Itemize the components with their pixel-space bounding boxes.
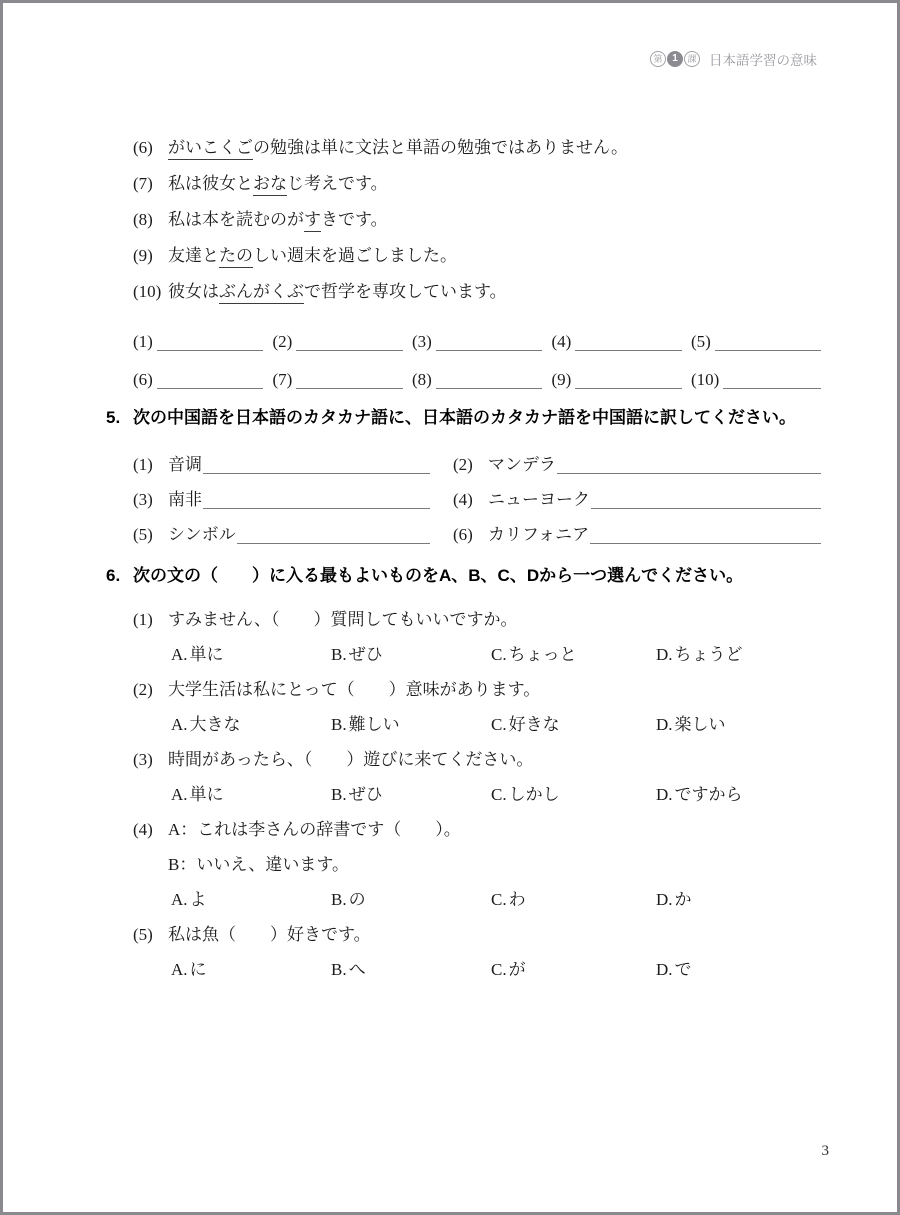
option-cell: [331, 714, 491, 736]
badge-circle-dai: 第: [650, 51, 666, 67]
item-number: (3): [133, 490, 153, 509]
sentence-text: [168, 281, 507, 303]
option-label: B.: [331, 890, 347, 909]
sentence-item: [133, 281, 821, 303]
answer-blank: [552, 369, 682, 391]
option-text: 難しい: [348, 715, 400, 734]
blank-line: [157, 369, 263, 389]
option-label: D.: [656, 960, 673, 979]
translation-item: [133, 524, 430, 546]
question-block: [133, 819, 821, 911]
option-cell: [656, 784, 743, 806]
question-block: [133, 749, 821, 806]
blank-line: [157, 331, 263, 351]
section5-heading-text: 次の中国語を日本語のカタカナ語に、日本語のカタカナ語を中国語に訳してください。: [133, 408, 796, 427]
blank-line: [575, 369, 681, 389]
option-label: A.: [171, 960, 188, 979]
question-text: B：いいえ、違います。: [168, 855, 349, 874]
chapter-title: 日本語学習の意味: [709, 53, 817, 68]
answer-blank: [273, 369, 403, 391]
blank-number: (8): [412, 370, 432, 389]
option-text: ぜひ: [348, 645, 383, 664]
answer-line: [203, 454, 430, 474]
question-text: 時間があったら、（ ）遊びに来てください。: [168, 750, 534, 769]
option-text: の: [348, 890, 366, 909]
option-label: B.: [331, 785, 347, 804]
option-label: C.: [491, 715, 507, 734]
question-number: (1): [133, 610, 153, 629]
answer-blank: [133, 331, 263, 353]
text-segment: 私は本を読むのが: [168, 210, 304, 229]
sentence-item: [133, 173, 821, 195]
sentence-item: [133, 137, 821, 159]
option-cell: [331, 959, 491, 981]
term-text: マンデラ: [488, 455, 556, 474]
options-row: [133, 714, 821, 736]
blank-number: (7): [272, 370, 293, 389]
answer-line: [203, 489, 430, 509]
question-line: [133, 924, 821, 946]
question-text: すみません、（ ）質問してもいいですか。: [168, 610, 518, 629]
option-text: ですから: [674, 785, 743, 804]
option-text: よ: [189, 890, 207, 909]
blank-number: (10): [691, 370, 720, 389]
badge-circle-number: 1: [667, 51, 683, 67]
section6-number: 6.: [106, 566, 121, 585]
option-cell: [171, 889, 331, 911]
blank-row: [133, 369, 821, 391]
option-text: か: [674, 890, 692, 909]
option-cell: [656, 959, 692, 981]
option-label: D.: [656, 785, 673, 804]
text-segment: きです。: [321, 210, 388, 229]
item-number: (1): [133, 455, 153, 474]
option-label: B.: [331, 645, 347, 664]
question-text: A：これは李さんの辞書です（ ）。: [168, 820, 461, 839]
translation-item: [453, 524, 821, 546]
options-row: [133, 959, 821, 981]
option-cell: [491, 714, 656, 736]
options-row: [133, 784, 821, 806]
option-cell: [491, 959, 656, 981]
option-cell: [656, 644, 743, 666]
term-text: シンボル: [168, 525, 236, 544]
underlined-kana: ぶんがくぶ: [219, 282, 304, 304]
option-label: A.: [171, 785, 188, 804]
question-number: [133, 854, 168, 876]
blank-line: [723, 369, 821, 389]
option-label: D.: [656, 715, 673, 734]
question-block: [133, 609, 821, 666]
option-cell: [491, 784, 656, 806]
question-number: (3): [133, 750, 153, 769]
answer-blank: [552, 331, 682, 353]
answer-blank: [691, 331, 821, 353]
translation-item: [133, 454, 430, 476]
option-text: わ: [508, 890, 526, 909]
answer-blank: [412, 331, 542, 353]
answer-blank: [273, 331, 403, 353]
translation-item: [453, 454, 821, 476]
option-label: A.: [171, 715, 188, 734]
item-number: (7): [133, 174, 153, 193]
page-number: 3: [821, 1143, 829, 1159]
badge-circle-ka: 課: [684, 51, 700, 67]
text-segment: 私は彼女と: [168, 174, 253, 193]
term-text: 音调: [168, 455, 202, 474]
term-text: 南非: [168, 490, 202, 509]
sentence-text: [168, 245, 457, 267]
answer-line: [590, 524, 821, 544]
underlined-kana: おな: [253, 174, 287, 196]
item-number: (9): [133, 246, 153, 265]
option-text: ぜひ: [348, 785, 383, 804]
underlined-kana: がいこくご: [168, 138, 253, 160]
text-segment: じ考えです。: [287, 174, 388, 193]
question-line: [133, 749, 821, 771]
term-text: ニューヨーク: [488, 490, 590, 509]
option-cell: [491, 644, 656, 666]
question-line: [133, 609, 821, 631]
item-number: (6): [133, 138, 153, 157]
item-number: (5): [133, 525, 153, 544]
option-cell: [171, 784, 331, 806]
blank-row: [133, 331, 821, 353]
option-cell: [656, 714, 726, 736]
option-text: に: [189, 960, 207, 979]
blank-number: (3): [412, 332, 432, 351]
underlined-kana: す: [304, 210, 321, 232]
option-text: 単に: [189, 645, 224, 664]
option-text: が: [508, 960, 526, 979]
sentence-item: [133, 209, 821, 231]
question-number: (4): [133, 820, 153, 839]
sentence-text: [168, 137, 628, 159]
option-text: 単に: [189, 785, 224, 804]
answer-line: [591, 489, 821, 509]
term-text: カリフォニア: [488, 525, 590, 544]
item-number: (10): [133, 282, 162, 301]
question-block: [133, 679, 821, 736]
option-label: C.: [491, 645, 507, 664]
option-cell: [331, 784, 491, 806]
exercise6-question-list: [133, 609, 821, 981]
option-cell: [331, 889, 491, 911]
blank-number: (5): [691, 332, 711, 351]
question-line: [133, 819, 821, 841]
item-number: (8): [133, 210, 153, 229]
answer-line: [557, 454, 821, 474]
text-segment: しい週末を過ごしました。: [253, 246, 457, 265]
blank-number: (4): [551, 332, 572, 351]
question-block: [133, 924, 821, 981]
option-label: C.: [491, 960, 507, 979]
option-text: へ: [348, 960, 366, 979]
blank-line: [296, 331, 402, 351]
blank-line: [436, 369, 542, 389]
translation-item: [453, 489, 821, 511]
option-cell: [331, 644, 491, 666]
section5-number: 5.: [106, 408, 121, 427]
option-label: C.: [491, 785, 507, 804]
exercise4-sentence-list: [133, 137, 821, 303]
blank-line: [436, 331, 542, 351]
text-segment: 彼女は: [168, 282, 219, 301]
option-text: ちょっと: [508, 645, 577, 664]
option-cell: [491, 889, 656, 911]
sentence-text: [168, 209, 388, 231]
answer-blank: [133, 369, 263, 391]
question-line: [133, 854, 821, 876]
sentence-item: [133, 245, 821, 267]
answer-blank-grid: [133, 331, 821, 391]
blank-number: (2): [272, 332, 293, 351]
translation-item: [133, 489, 430, 511]
question-number: (2): [133, 680, 153, 699]
question-number: (5): [133, 925, 153, 944]
option-text: 楽しい: [674, 715, 726, 734]
answer-blank: [412, 369, 542, 391]
options-row: [133, 889, 821, 911]
section5-heading: [106, 407, 821, 429]
section6-heading: [106, 565, 821, 587]
blank-number: (9): [551, 370, 572, 389]
option-label: B.: [331, 715, 347, 734]
text-segment: 友達と: [168, 246, 219, 265]
item-number: (4): [453, 490, 473, 509]
option-cell: [171, 644, 331, 666]
option-label: D.: [656, 645, 673, 664]
options-row: [133, 644, 821, 666]
option-label: C.: [491, 890, 507, 909]
blank-number: (6): [133, 370, 153, 389]
option-label: D.: [656, 890, 673, 909]
option-text: しかし: [508, 785, 560, 804]
exercise5-translation-grid: [133, 454, 821, 546]
answer-blank: [691, 369, 821, 391]
section6-heading-text: 次の文の（ ）に入る最もよいものをA、B、C、Dから一つ選んでください。: [133, 566, 744, 585]
text-segment: で哲学を専攻しています。: [304, 282, 507, 301]
option-label: B.: [331, 960, 347, 979]
option-text: ちょうど: [674, 645, 743, 664]
question-text: 大学生活は私にとって（ ）意味があります。: [168, 680, 541, 699]
option-text: で: [674, 960, 692, 979]
question-line: [133, 679, 821, 701]
item-number: (2): [453, 455, 473, 474]
blank-line: [575, 331, 681, 351]
option-text: 大きな: [189, 715, 241, 734]
option-label: A.: [171, 645, 188, 664]
option-label: A.: [171, 890, 188, 909]
answer-line: [237, 524, 430, 544]
text-segment: の勉強は単に文法と単語の勉強ではありません。: [253, 138, 629, 157]
question-text: 私は魚（ ）好きです。: [168, 925, 371, 944]
option-cell: [656, 889, 692, 911]
blank-line: [715, 331, 821, 351]
option-cell: [171, 959, 331, 981]
sentence-text: [168, 173, 388, 195]
option-cell: [171, 714, 331, 736]
page-content: [106, 3, 821, 994]
item-number: (6): [453, 525, 473, 544]
underlined-kana: たの: [219, 246, 253, 268]
blank-line: [296, 369, 402, 389]
option-text: 好きな: [508, 715, 560, 734]
blank-number: (1): [133, 332, 153, 351]
